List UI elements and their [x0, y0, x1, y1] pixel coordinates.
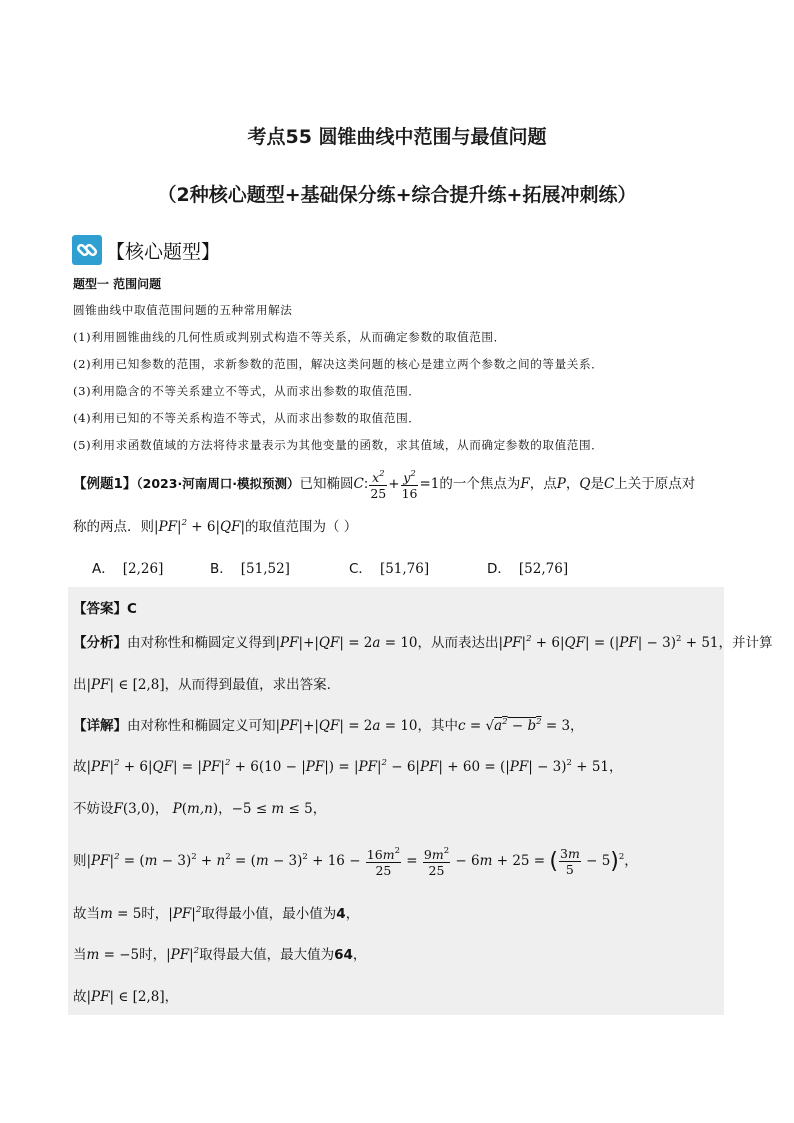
detail-line6: 当m = −5时，$|PF|^2$取得最大值，最大值为64，: [73, 946, 367, 963]
detail-line3: 不妨设F(3,0)， P(m,n)，−5 ≤ m ≤ 5，: [73, 801, 327, 817]
example-question-line2: 称的两点．则$|PF|^2 + 6|QF|$的取值范围为（ ）: [73, 518, 358, 535]
section-header: [72, 233, 220, 267]
method-item: (1)利用圆锥曲线的几何性质或判别式构造不等关系，从而确定参数的取值范围．: [73, 330, 506, 344]
min-value: 4: [336, 906, 346, 922]
method-item: (2)利用已知参数的范围，求新参数的范围，解决这类问题的核心是建立两个参数之间的等量关系．: [73, 357, 604, 371]
section-title: 【核心题型】: [106, 240, 221, 263]
analysis-line2: 出|PF| ∈ [2,8]，从而得到最值，求出答案.: [73, 677, 331, 693]
detail-line2: 故$|PF|^2 + 6|QF| = |PF|^2 + 6(10 - |PF|) = |PF|^2 - 6|PF| + 60 = (|PF| - 3)^2 + 51$，: [73, 758, 623, 775]
page-subtitle: （2种核心题型+基础保分练+综合提升练+拓展冲刺练）: [157, 184, 637, 206]
detail-line1: 【详解】由对称性和椭圆定义可知|PF|+|QF| = 2a = 10，其中$c = √a^2 - b^2 = 3$，: [73, 717, 584, 734]
detail-line4: 则$|PF|^2 = (m - 3)^2 + n^2 = (m - 3)^2 + 16$ − $\frac{16m^2}{25}$ = $\frac{9m^2}{25}$ − 6m + 25 = ( $\frac{3m}{5}$ − 5)$^2$，: [73, 845, 638, 878]
option-c[interactable]: C． [51,76]: [349, 561, 430, 577]
subsection-title: 题型一 范围问题: [73, 277, 162, 291]
page-title: 考点55 圆锥曲线中范围与最值问题: [247, 126, 547, 148]
link-icon: [72, 235, 102, 265]
answer-value: C: [127, 601, 137, 617]
max-value: 64: [334, 947, 353, 963]
answer-line: 【答案】C: [73, 601, 137, 617]
example-question-line1: 【例题1】（2023·河南周口·模拟预测）已知椭圆C: $\frac{x^2}{25}$ + $\frac{y^2}{16}$ =1的一个焦点为F，点P，Q是C上关于原点对: [73, 469, 696, 501]
answer-box: [68, 587, 773, 1015]
method-item: (5)利用求函数值域的方法将待求量表示为其他变量的函数，求其值域，从而确定参数的取值范围．: [73, 438, 604, 452]
example-label: 【例题1】: [73, 476, 137, 492]
option-a[interactable]: A． [2,26]: [92, 561, 164, 577]
example-source: （2023·河南周口·模拟预测）: [136, 476, 300, 491]
option-d[interactable]: D． [52,76]: [487, 561, 569, 577]
method-item: (4)利用已知的不等关系构造不等式，从而求出参数的取值范围．: [73, 411, 421, 425]
analysis-line1: 【分析】由对称性和椭圆定义得到|PF|+|QF| = 2a = 10，从而表达出$|PF|^2 + 6|QF| = (|PF| - 3)^2 + 51$，并计算: [73, 634, 773, 651]
method-item: (3)利用隐含的不等关系建立不等式，从而求出参数的取值范围．: [73, 384, 421, 398]
detail-line5: 故当m = 5时，$|PF|^2$取得最小值，最小值为4，: [73, 905, 360, 922]
methods-heading: 圆锥曲线中取值范围问题的五种常用解法: [73, 303, 293, 317]
option-b[interactable]: B． [51,52]: [210, 561, 290, 577]
detail-line7: 故|PF| ∈ [2,8]，: [73, 989, 179, 1005]
